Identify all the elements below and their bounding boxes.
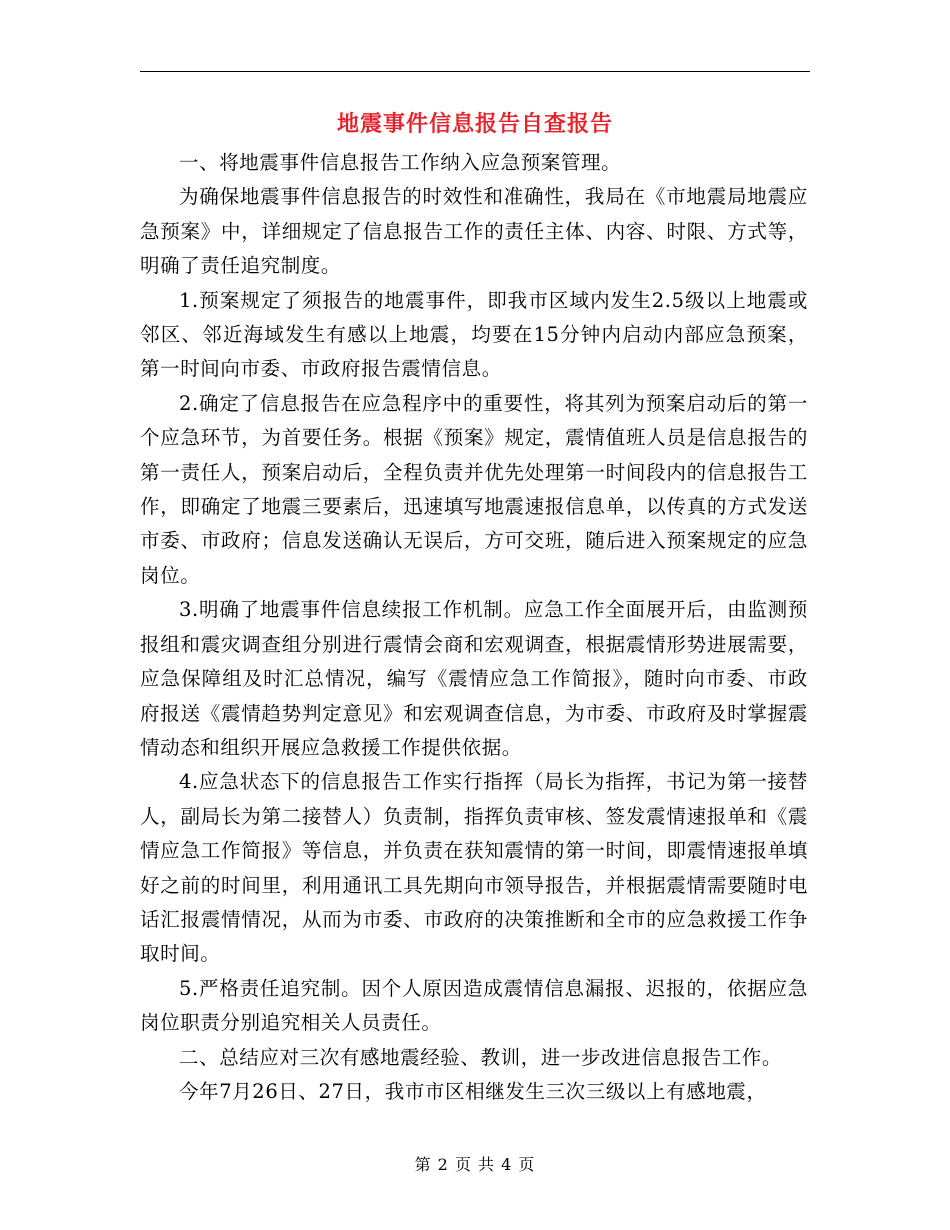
- paragraph-item-2: 2.确定了信息报告在应急程序中的重要性，将其列为预案启动后的第一个应急环节，为首要任务。根据《预案》规定，震情值班人员是信息报告的第一责任人，预案启动后，全程负责并优先处理第一时间段内的信息报告工作，即确定了地震三要素后，迅速填写地震速报信息单，以传真的方式发送市委、市政府；信息发送确认无误后，方可交班，随后进入预案规定的应急岗位。: [140, 391, 808, 587]
- section-heading-1: 一、将地震事件信息报告工作纳入应急预案管理。: [179, 151, 622, 174]
- paragraph-continuation: 今年7月26日、27日，我市市区相继发生三次三级以上有感地震，: [179, 1079, 767, 1103]
- page-number-footer: 第 2 页 共 4 页: [414, 1155, 536, 1174]
- document-body: [140, 146, 808, 1109]
- paragraph-item-5: 5.严格责任追究制。因个人原因造成震情信息漏报、迟报的，依据应急岗位职责分别追究相关人员责任。: [140, 976, 808, 1035]
- paragraph-item-1: 1.预案规定了须报告的地震事件，即我市区域内发生2.5级以上地震或邻区、邻近海域发生有感以上地震，均要在15分钟内启动内部应急预案，第一时间向市委、市政府报告震情信息。: [140, 288, 808, 381]
- paragraph-item-3: 3.明确了地震事件信息续报工作机制。应急工作全面展开后，由监测预报组和震灾调查组分别进行震情会商和宏观调查，根据震情形势进展需要，应急保障组及时汇总情况，编写《震情应急工作简报》，随时向市委、市政府报送《震情趋势判定意见》和宏观调查信息，为市委、市政府及时掌握震情动态和组织开展应急救援工作提供依据。: [140, 598, 808, 759]
- header-rule: [140, 71, 810, 72]
- paragraph-item-4: 4.应急状态下的信息报告工作实行指挥（局长为指挥，书记为第一接替人，副局长为第二接替人）负责制，指挥负责审核、签发震情速报单和《震情应急工作简报》等信息，并负责在获知震情的第一时间，即震情速报单填好之前的时间里，利用通讯工具先期向市领导报告，并根据震情需要随时电话汇报震情情况，从而为市委、市政府的决策推断和全市的应急救援工作争取时间。: [140, 770, 808, 966]
- paragraph-intro: 为确保地震事件信息报告的时效性和准确性，我局在《市地震局地震应急预案》中，详细规定了信息报告工作的责任主体、内容、时限、方式等，明确了责任追究制度。: [140, 185, 808, 278]
- section-heading-2: 二、总结应对三次有感地震经验、教训，进一步改进信息报告工作。: [179, 1045, 783, 1069]
- document-title: 地震事件信息报告自查报告: [336, 111, 613, 137]
